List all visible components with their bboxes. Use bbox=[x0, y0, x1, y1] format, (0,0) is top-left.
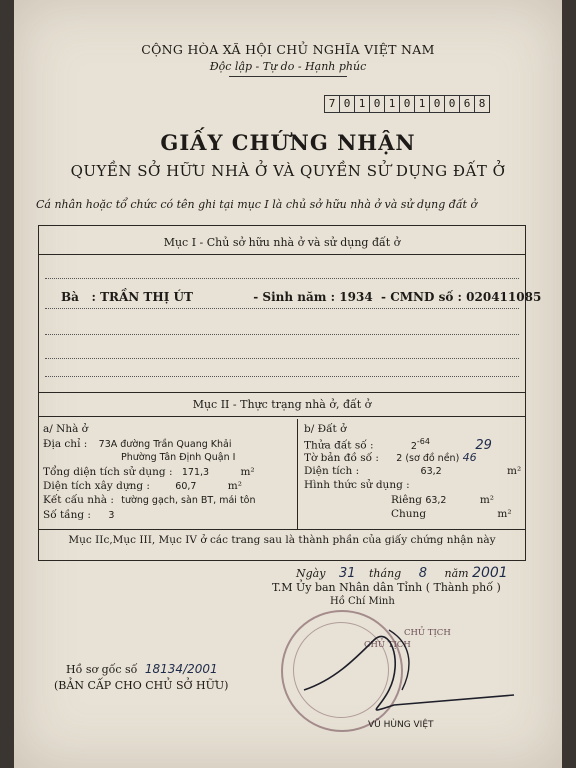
land-area-row bbox=[304, 465, 521, 477]
divider bbox=[39, 529, 525, 530]
serial-digit: 0 bbox=[370, 96, 385, 112]
structure-value: tường gạch, sàn BT, mái tôn bbox=[121, 495, 256, 506]
floors-value: 3 bbox=[108, 510, 115, 521]
private-row bbox=[391, 494, 494, 506]
divider bbox=[39, 416, 525, 417]
build-area-row bbox=[43, 480, 242, 492]
section-note: Mục IIc,Mục III, Mục IV ở các trang sau là thành phần của giấy chứng nhận này bbox=[68, 534, 496, 546]
map-handwritten: 46 bbox=[462, 451, 477, 464]
owner-name: : TRẦN THỊ ÚT bbox=[91, 290, 193, 304]
dotted-line bbox=[45, 358, 519, 359]
role-stamp-1: CHỦ TỊCH bbox=[404, 628, 451, 638]
serial-digit: 8 bbox=[478, 97, 486, 110]
date-line bbox=[296, 565, 508, 581]
plot-label: Thửa đất số : bbox=[304, 439, 374, 452]
address-row bbox=[43, 438, 231, 450]
month-label: tháng bbox=[369, 567, 402, 580]
address-label: Địa chỉ : bbox=[43, 438, 88, 450]
private-label: Riêng bbox=[391, 494, 422, 506]
date-day: 31 bbox=[338, 566, 356, 581]
column-divider bbox=[297, 419, 298, 529]
land-area-value: 63,2 bbox=[420, 466, 442, 477]
owner-line bbox=[61, 290, 541, 304]
address-line1: 73A đường Trần Quang Khải bbox=[98, 439, 232, 450]
floors-label: Số tầng : bbox=[43, 509, 91, 521]
divider bbox=[39, 392, 525, 393]
motto-underline bbox=[229, 76, 347, 77]
id-number: 020411085 bbox=[466, 290, 542, 304]
date-prefix: Ngày bbox=[296, 567, 326, 580]
authority: T.M Ủy ban Nhân dân Tỉnh ( Thành phố ) bbox=[272, 581, 501, 594]
private-value: 63,2 bbox=[425, 495, 447, 506]
build-area-value: 60,7 bbox=[175, 481, 197, 492]
authority-city: Hồ Chí Minh bbox=[330, 596, 395, 607]
intro-text: Cá nhân hoặc tổ chức có tên ghi tại mục I là chủ sở hữu nhà ở và sử dụng đất ở bbox=[36, 198, 478, 211]
map-value: 2 (sơ đồ nền) bbox=[396, 453, 460, 464]
signature-stroke bbox=[294, 620, 524, 730]
unit: m² bbox=[240, 466, 255, 478]
shared-label: Chung bbox=[391, 508, 427, 520]
structure-row bbox=[43, 494, 256, 506]
serial-digit: 1 bbox=[355, 96, 370, 112]
serial-number bbox=[324, 95, 490, 113]
unit: m² bbox=[497, 508, 512, 520]
house-title: a/ Nhà ở bbox=[43, 423, 89, 435]
section2-heading: Mục II - Thực trạng nhà ở, đất ở bbox=[192, 398, 372, 411]
birth-label: - Sinh năm : bbox=[253, 290, 336, 304]
dotted-line bbox=[45, 376, 519, 377]
serial-digit: 0 bbox=[445, 96, 460, 112]
year-label: năm bbox=[444, 567, 469, 580]
serial-digit: 0 bbox=[400, 96, 415, 112]
dotted-line bbox=[45, 278, 519, 279]
record-row bbox=[66, 662, 218, 676]
divider bbox=[39, 254, 525, 255]
build-area-label: Diện tích xây dựng : bbox=[43, 480, 150, 492]
total-area-value: 171,3 bbox=[181, 467, 210, 478]
date-year: 2001 bbox=[472, 565, 508, 581]
certificate-page bbox=[14, 0, 562, 768]
land-area-label: Diện tích : bbox=[304, 465, 360, 477]
section1-heading: Mục I - Chủ sở hữu nhà ở và sử dụng đất ở bbox=[163, 236, 401, 249]
shared-row bbox=[391, 508, 512, 520]
record-number: 18134/2001 bbox=[144, 662, 218, 676]
content-box bbox=[38, 225, 542, 561]
address-line2: Phường Tân Định Quận I bbox=[121, 452, 236, 463]
plot-handwritten: 29 bbox=[475, 437, 492, 453]
total-area-row bbox=[43, 466, 255, 478]
usage-label: Hình thức sử dụng : bbox=[304, 479, 410, 491]
owner-prefix: Bà bbox=[61, 290, 79, 304]
document-title: GIẤY CHỨNG NHẬN bbox=[160, 130, 416, 155]
serial-digit: 0 bbox=[430, 96, 445, 112]
plot-value: 2 bbox=[410, 440, 417, 452]
serial-digit: 1 bbox=[385, 96, 400, 112]
floors-row bbox=[43, 509, 114, 521]
plot-note: -64 bbox=[416, 437, 430, 446]
nation-heading: CỘNG HÒA XÃ HỘI CHỦ NGHĨA VIỆT NAM bbox=[141, 42, 435, 57]
serial-digit: 7 bbox=[325, 96, 340, 112]
total-area-label: Tổng diện tích sử dụng : bbox=[43, 466, 173, 478]
unit: m² bbox=[479, 494, 494, 506]
motto: Độc lập - Tự do - Hạnh phúc bbox=[209, 60, 367, 73]
dotted-line bbox=[45, 308, 519, 309]
unit: m² bbox=[227, 480, 242, 492]
date-month: 8 bbox=[418, 566, 427, 581]
serial-digit: 6 bbox=[460, 96, 475, 112]
id-label: - CMND số : bbox=[381, 290, 462, 304]
dotted-line bbox=[45, 334, 519, 335]
document-subtitle: QUYỀN SỞ HỮU NHÀ Ở VÀ QUYỀN SỬ DỤNG ĐẤT Ở bbox=[70, 162, 506, 180]
land-title: b/ Đất ở bbox=[304, 423, 347, 435]
record-label: Hồ sơ gốc số bbox=[66, 663, 138, 676]
serial-digit: 0 bbox=[340, 96, 355, 112]
serial-digit: 1 bbox=[415, 96, 430, 112]
signer-name: VŨ HÙNG VIỆT bbox=[368, 720, 434, 730]
role-stamp-2: CHỦ TỊCH bbox=[364, 640, 411, 650]
map-label: Tờ bản đồ số : bbox=[304, 452, 379, 464]
structure-label: Kết cấu nhà : bbox=[43, 494, 114, 506]
birth-year: 1934 bbox=[339, 290, 373, 304]
issued-note: (BẢN CẤP CHO CHỦ SỞ HỮU) bbox=[54, 679, 229, 692]
map-row bbox=[304, 451, 477, 464]
unit: m² bbox=[507, 465, 522, 477]
